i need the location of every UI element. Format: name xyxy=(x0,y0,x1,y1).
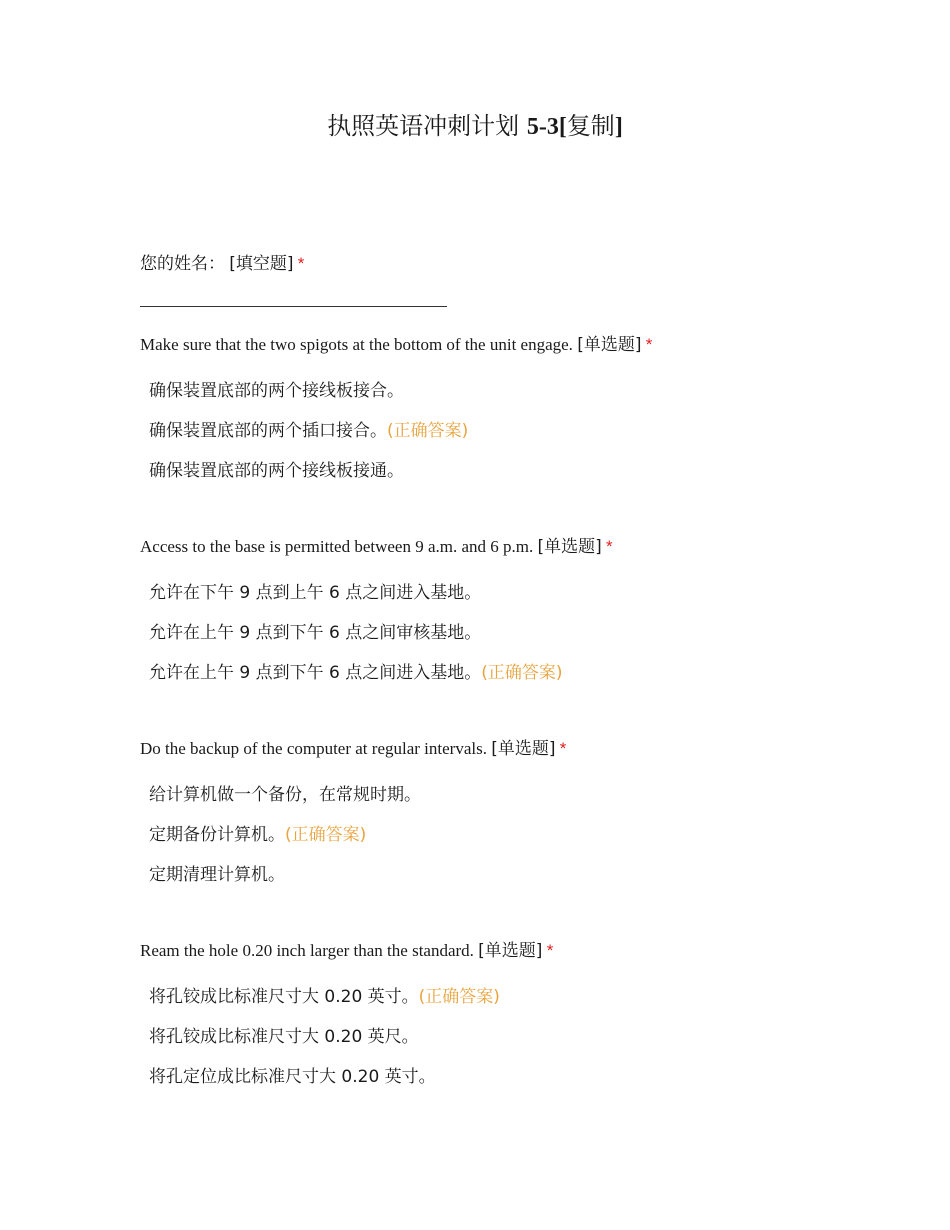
question-type: [填空题] xyxy=(229,254,294,274)
question-text: Make sure that the two spigots at the bottom of the unit engage. xyxy=(140,335,573,354)
option-text: 给计算机做一个备份，在常规时期。 xyxy=(149,785,421,805)
option-3-2[interactable] xyxy=(149,823,366,847)
option-1-3[interactable] xyxy=(149,459,404,483)
question-type: [单选题] xyxy=(478,941,543,961)
option-text: 确保装置底部的两个接线板接通。 xyxy=(149,461,404,481)
option-2-1[interactable] xyxy=(149,581,481,605)
question-text: Do the backup of the computer at regular intervals. xyxy=(140,739,487,758)
option-2-2[interactable] xyxy=(149,621,481,645)
question-4 xyxy=(140,939,553,963)
question-3 xyxy=(140,737,566,761)
correct-answer-mark: (正确答案) xyxy=(481,663,563,683)
option-text: 将孔铰成比标准尺寸大 0.20 英寸。 xyxy=(149,987,419,1007)
page-title xyxy=(0,110,950,143)
title-part-1: 执照英语冲刺计划 xyxy=(327,112,520,140)
option-text: 确保装置底部的两个接线板接合。 xyxy=(149,381,404,401)
required-mark: * xyxy=(645,335,653,354)
option-text: 确保装置底部的两个插口接合。 xyxy=(149,421,387,441)
option-text: 定期清理计算机。 xyxy=(149,865,285,885)
question-1 xyxy=(140,333,652,357)
option-text: 允许在下午 9 点到上午 6 点之间进入基地。 xyxy=(149,583,482,603)
option-text: 允许在上午 9 点到下午 6 点之间进入基地。 xyxy=(149,663,482,683)
name-question xyxy=(140,252,304,276)
question-2 xyxy=(140,535,613,559)
option-4-1[interactable] xyxy=(149,985,500,1009)
title-part-4: ] xyxy=(614,114,623,140)
option-4-3[interactable] xyxy=(149,1065,436,1089)
option-1-1[interactable] xyxy=(149,379,404,403)
question-type: [单选题] xyxy=(537,537,602,557)
option-2-3[interactable] xyxy=(149,661,563,685)
required-mark: * xyxy=(297,254,305,273)
question-type: [单选题] xyxy=(577,335,642,355)
option-text: 允许在上午 9 点到下午 6 点之间审核基地。 xyxy=(149,623,482,643)
question-text: Ream the hole 0.20 inch larger than the standard. xyxy=(140,941,474,960)
title-part-3: 复制 xyxy=(566,112,615,140)
name-question-label: 您的姓名： xyxy=(140,254,225,274)
correct-answer-mark: (正确答案) xyxy=(418,987,500,1007)
option-1-2[interactable] xyxy=(149,419,468,443)
option-text: 将孔定位成比标准尺寸大 0.20 英寸。 xyxy=(149,1067,436,1087)
option-3-3[interactable] xyxy=(149,863,285,887)
option-text: 定期备份计算机。 xyxy=(149,825,285,845)
option-4-2[interactable] xyxy=(149,1025,419,1049)
question-type: [单选题] xyxy=(491,739,556,759)
required-mark: * xyxy=(559,739,567,758)
correct-answer-mark: (正确答案) xyxy=(285,825,367,845)
option-3-1[interactable] xyxy=(149,783,421,807)
required-mark: * xyxy=(546,941,554,960)
option-text: 将孔铰成比标准尺寸大 0.20 英尺。 xyxy=(149,1027,419,1047)
name-answer-field[interactable] xyxy=(140,306,447,307)
required-mark: * xyxy=(606,537,613,556)
question-text: Access to the base is permitted between 9 a.m. and 6 p.m. xyxy=(140,537,534,556)
correct-answer-mark: (正确答案) xyxy=(387,421,469,441)
title-part-2: 5-3[ xyxy=(526,114,567,140)
